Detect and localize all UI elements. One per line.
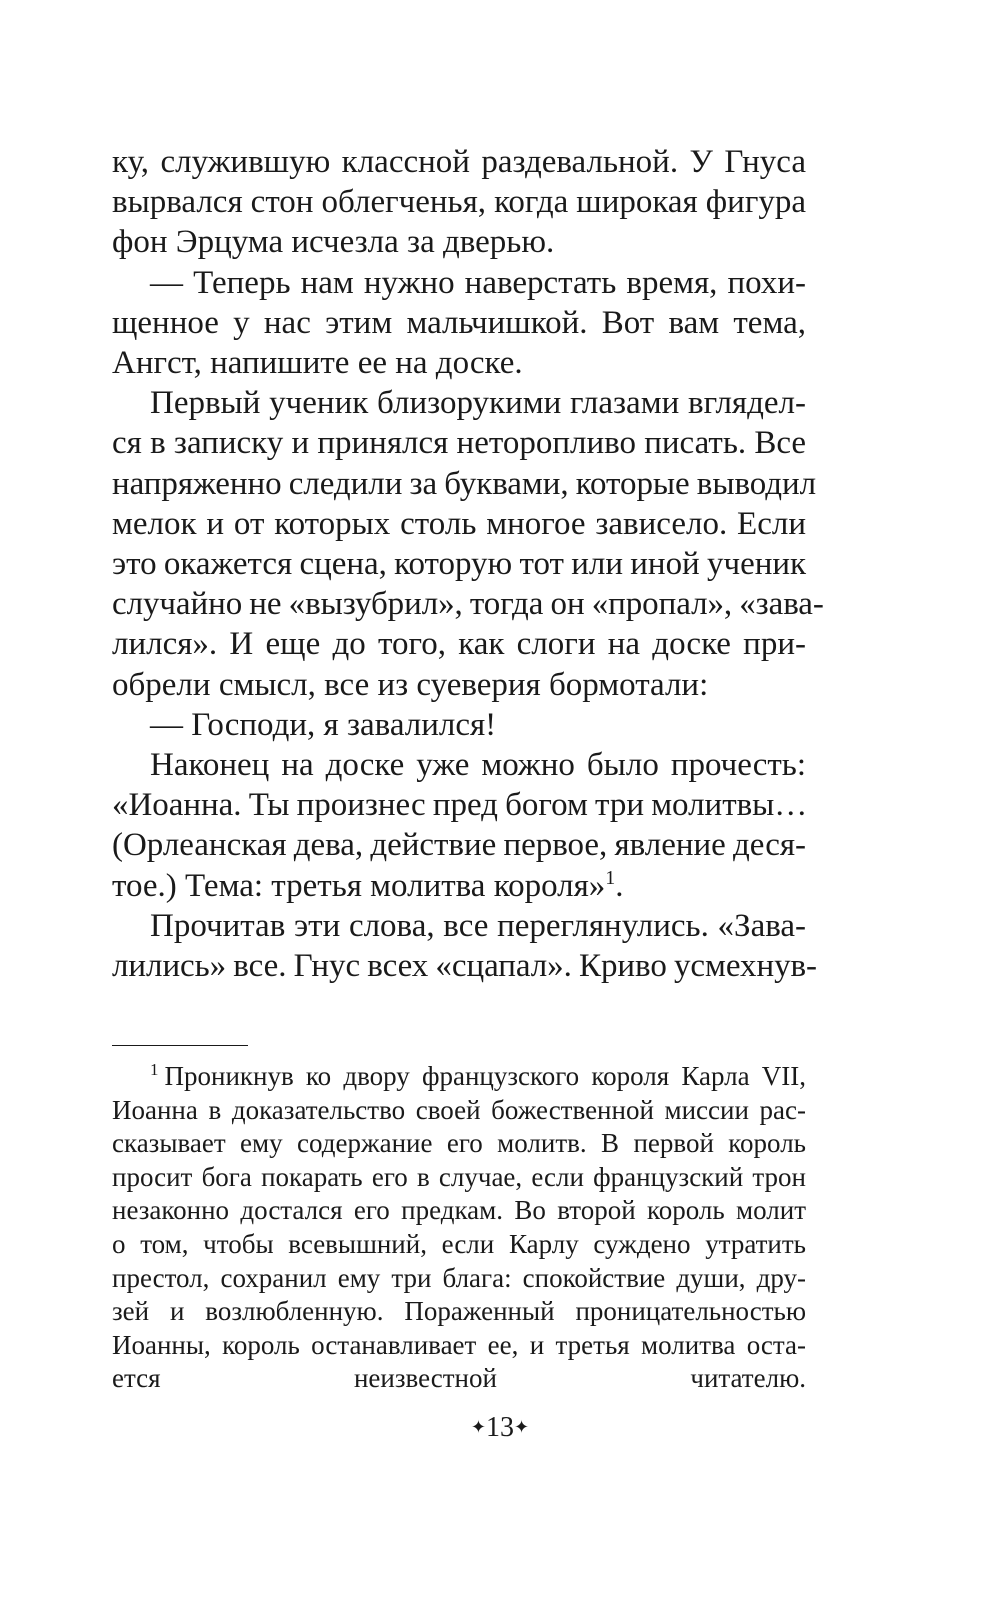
footnote-reference: 1 (605, 866, 616, 889)
star-ornament-icon: ✦ (470, 1417, 486, 1437)
star-ornament-icon: ✦ (514, 1417, 530, 1437)
text-line: напряженно следили за буквами, которые выводил (112, 465, 817, 502)
footnote-line: о том, чтобы всевышний, если Карлу суждено утратить (112, 1228, 806, 1259)
text-line: Прочитав эти слова, все переглянулись. «Зава- (150, 907, 806, 944)
text-line: ку, служившую классной раздевальной. У Гнуса (112, 144, 806, 180)
text-line: это окажется сцена, которую тот или иной ученик (112, 546, 806, 583)
footnote-marker: 1 (150, 1060, 159, 1079)
footnote-line: престол, сохранил ему три блага: спокойствие души, дру- (112, 1262, 806, 1293)
footnote-line: просит бога покарать его в случае, если французский трон (112, 1161, 806, 1192)
footnote-line: зей и возлюбленную. Пораженный проницательностью (112, 1296, 806, 1327)
text-line: ся в записку и принялся неторопливо писать. Все (112, 425, 807, 462)
text-line: «Иоанна. Ты произнес пред богом три молитвы… (112, 787, 808, 824)
paragraph (112, 745, 806, 906)
footnote-line: Иоанны, король останавливает ее, и третья молитва оста- (112, 1329, 806, 1360)
page-number (0, 1410, 1000, 1445)
text-line: фон Эрцума исчезла за дверью. (112, 224, 555, 261)
text-line: Ангст, напишите ее на доске. (112, 345, 523, 382)
text-line: лились» все. Гнус всех «сцапал». Криво усмехнув- (112, 948, 817, 985)
footnote-line (112, 1060, 806, 1094)
text-line: случайно не «вызубрил», тогда он «пропал», «зава- (112, 586, 824, 623)
text-line: мелок и от которых столь многое зависело. Если (112, 505, 806, 542)
text-line: Первый ученик близорукими глазами вглядел- (150, 385, 806, 422)
text-line: — Господи, я завалился! (150, 706, 497, 743)
footnote-line: ется неизвестной читателю. (112, 1363, 806, 1394)
text-line: (Орлеанская дева, действие первое, явление деся- (112, 827, 806, 864)
paragraph (112, 906, 817, 986)
paragraph (112, 142, 806, 263)
footnote (112, 1060, 806, 1396)
text-line: обрели смысл, все из суеверия бормотали: (112, 666, 709, 703)
main-text (112, 142, 824, 986)
page-number-value: 13 (486, 1412, 514, 1443)
text-line: щенное у нас этим мальчишкой. Вот вам тема, (112, 304, 806, 341)
text-line-with-footnote: тое.) Тема: третья молитва короля»$^1$. (112, 866, 624, 904)
text-line: вырвался стон облегченья, когда широкая фигура (112, 184, 806, 221)
footnote-text: Проникнув ко двору французского короля Карла VII, (164, 1061, 806, 1091)
text-line: — Теперь нам нужно наверстать время, похи- (150, 264, 806, 301)
footnote-line: сказывает ему содержание его молитв. В первой король (112, 1128, 806, 1159)
footnote-line: Иоанна в доказательство своей божественной миссии рас- (112, 1094, 806, 1125)
text-line: лился». И еще до того, как слоги на доске при- (112, 626, 806, 663)
paragraph (112, 383, 824, 705)
text-line: Наконец на доске уже можно было прочесть: (150, 747, 806, 784)
paragraph (112, 263, 806, 384)
text-line: тое.) Тема: третья молитва короля» (112, 867, 606, 904)
footnote-line: незаконно достался его предкам. Во второй король молит (112, 1195, 806, 1226)
footnote-divider (112, 1045, 248, 1046)
paragraph (112, 705, 806, 745)
